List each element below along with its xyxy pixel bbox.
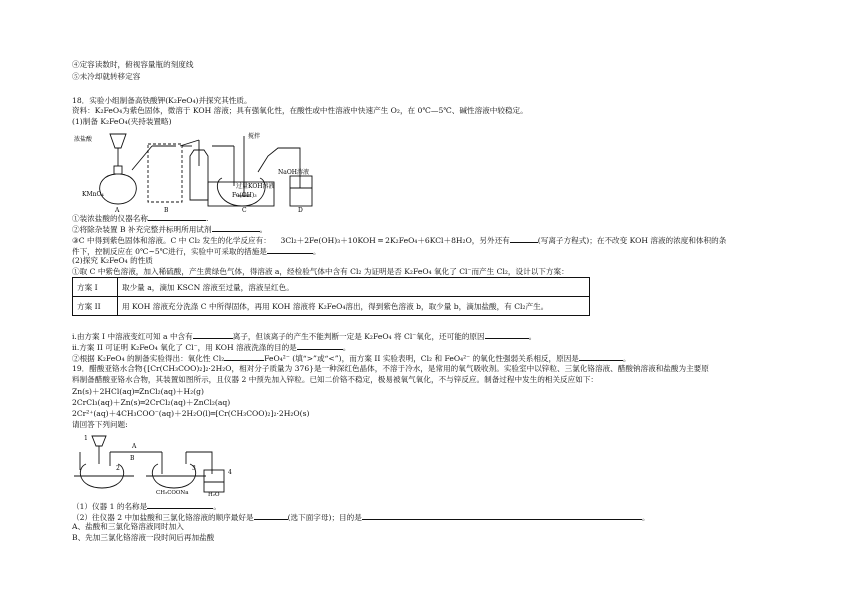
table-row xyxy=(73,278,590,297)
answer-blank[interactable] xyxy=(148,212,206,221)
label-d: D xyxy=(298,207,303,214)
answer-blank[interactable] xyxy=(510,234,538,243)
text-line: ①取 C 中紫色溶液，加入稀硫酸，产生黄绿色气体，得溶液 a，经检验气体中含有 Cl₂ 为证明是否 K₂FeO₄ 氧化了 Cl⁻而产生 Cl₂，设计以下方案： xyxy=(72,267,569,276)
text-line: （1）仪器 1 的名称是 。 xyxy=(72,502,221,511)
label-feoh3: Fe(OH)₃ xyxy=(232,192,257,199)
question-text: ②将除杂装置 B 补充完整并标明所用试剂 xyxy=(72,225,212,234)
text-line: ii.方案 II 可证明 K₂FeO₄ 氧化了 Cl⁻，用 KOH 溶液洗涤的目的是 。 xyxy=(72,343,351,352)
text-line: ②根据 K₂FeO₄ 的制备实验得出：氧化性 Cl₂ FeO₄²⁻ (填“>”或“<”)，而方案 II 实验表明，Cl₂ 和 FeO₄²⁻ 的氧化性强弱关系相反，原因是 。 xyxy=(72,354,631,363)
label-ch3coona: CH₃COONa xyxy=(156,490,189,496)
text-line: （2）往仪器 2 中加盐酸和三氯化铬溶液的顺序最好是 (选下面字母)；目的是 。 xyxy=(72,513,650,522)
label-koh: 过量KOH溶液 xyxy=(236,183,275,190)
apparatus-figure-19 xyxy=(72,430,247,496)
answer-blank[interactable] xyxy=(362,511,642,520)
label-c: C xyxy=(242,207,247,214)
answer-blank[interactable] xyxy=(193,330,233,339)
label-4: 4 xyxy=(228,469,232,476)
label-2: 2 xyxy=(116,465,120,472)
option-b: B、先加三氯化铬溶液一段时间后再加盐酸 xyxy=(72,533,215,542)
answer-blank[interactable] xyxy=(212,223,260,232)
equation: 2CrCl₃(aq)＋Zn(s)═2CrCl₂(aq)＋ZnCl₂(aq) xyxy=(72,398,231,407)
question-text: FeO₄²⁻ (填“>”或“<”)，而方案 II 实验表明，Cl₂ 和 FeO₄²⁻ 的氧化性强弱关系相反，原因是 xyxy=(264,354,579,363)
label-3: 3 xyxy=(192,465,196,472)
equation: 3Cl₂＋2Fe(OH)₃＋10KOH ═ 2K₂FeO₄＋6KCl＋8H₂O，另外还有 xyxy=(280,236,510,245)
table-row xyxy=(73,297,590,316)
label-a: A xyxy=(115,207,120,214)
answer-blank[interactable] xyxy=(224,352,264,361)
answer-blank[interactable] xyxy=(267,245,313,254)
label-1: 1 xyxy=(84,435,88,442)
table-cell: 取少量 a，滴加 KSCN 溶液至过量，溶液呈红色。 xyxy=(118,278,590,297)
answer-blank[interactable] xyxy=(579,352,623,361)
question-text: ①装浓盐酸的仪器名称 xyxy=(72,214,148,223)
answer-blank[interactable] xyxy=(485,330,529,339)
question-text: ii.方案 II 可证明 K₂FeO₄ 氧化了 Cl⁻，用 KOH 溶液洗涤的目的是 xyxy=(72,343,297,352)
question-text: （2）往仪器 2 中加盐酸和三氯化铬溶液的顺序最好是 xyxy=(72,513,254,522)
text-line: ⑤未冷却就转移定容 xyxy=(72,72,141,81)
question-text: 件下，控制反应在 0℃~5℃进行，实验中可采取的措施是 xyxy=(72,247,267,256)
text-line: 件下，控制反应在 0℃~5℃进行，实验中可采取的措施是 。 xyxy=(72,247,321,256)
text-line: ④定容读数时，俯视容量瓶的刻度线 xyxy=(72,60,194,69)
equation: 2Cr²⁺(aq)＋4CH₃COO⁻(aq)＋2H₂O(l)═[Cr(CH₃COO)₂]₂·2H₂O(s) xyxy=(72,409,310,418)
scheme-table xyxy=(72,277,590,316)
text-line: 料制备醋酸亚铬水合物，其装置如图所示，且仪器 2 中预先加入锌粒。已知二价铬不稳定，极易被氧气氧化，不与锌反应。制备过程中发生的相关反应如下： xyxy=(72,375,599,384)
label-a: A xyxy=(132,443,137,450)
equation: Zn(s)＋2HCl(aq)═ZnCl₂(aq)＋H₂(g) xyxy=(72,387,204,396)
table-cell: 用 KOH 溶液充分洗涤 C 中所得固体，再用 KOH 溶液将 K₂FeO₄溶出，得到紫色溶液 b，取少量 b，滴加盐酸，有 Cl₂产生。 xyxy=(118,297,590,316)
answer-blank[interactable] xyxy=(147,500,213,509)
part-heading: (2)探究 K₂FeO₄ 的性质 xyxy=(72,256,153,265)
question-text: (写离子方程式)；在不改变 KOH 溶液的浓度和体积的条 xyxy=(537,236,727,245)
question-text: (选下面字母)；目的是 xyxy=(287,513,362,522)
text-line: i.由方案 I 中溶液变红可知 a 中含有 离子，但该离子的产生不能判断一定是 K₂FeO₄ 将 Cl⁻氧化，还可能的原因 。 xyxy=(72,332,537,341)
text-line: ①装浓盐酸的仪器名称 . xyxy=(72,214,209,223)
label-conc-hcl: 浓盐酸 xyxy=(74,136,93,143)
label-h2o: H₂O xyxy=(208,492,220,496)
label-stir: 搅拌 xyxy=(248,133,261,140)
question-text: （1）仪器 1 的名称是 xyxy=(72,502,148,511)
apparatus-figure-18 xyxy=(72,126,322,214)
part-heading: (1)制备 K₂FeO₄(夹持装置略) xyxy=(72,117,172,126)
label-b: B xyxy=(130,455,135,462)
question-text: 离子，但该离子的产生不能判断一定是 K₂FeO₄ 将 Cl⁻氧化，还可能的原因 xyxy=(232,332,485,341)
text-line: 请回答下列问题: xyxy=(72,420,128,429)
table-cell: 方案 II xyxy=(73,297,118,316)
text-line: ②将除杂装置 B 补充完整并标明所用试剂 。 xyxy=(72,225,268,234)
label-b: B xyxy=(164,207,169,214)
option-a: A、盐酸和三氯化铬溶液同时加入 xyxy=(72,522,184,531)
label-kmno4: KMnO₄ xyxy=(82,191,104,198)
info-text: 资料：K₂FeO₄为紫色固体，微溶于 KOH 溶液；具有强氧化性，在酸性或中性溶液中快速产生 O₂，在 0℃—5℃、碱性溶液中较稳定。 xyxy=(72,106,528,115)
question-19-text: 19．醋酸亚铬水合物{[Cr(CH₃COO)₂]₂·2H₂O，相对分子质量为 376}是一种深红色晶体，不溶于冷水，是常用的氧气吸收剂。实验室中以锌粒、三氯化铬溶液、醋酸钠溶液和盐酸为主要原 xyxy=(72,364,709,373)
table-cell: 方案 I xyxy=(73,278,118,297)
question-text: ②根据 K₂FeO₄ 的制备实验得出：氧化性 Cl₂ xyxy=(72,354,225,363)
question-text: ③C 中得到紫色固体和溶液。C 中 Cl₂ 发生的化学反应有： xyxy=(72,236,271,245)
answer-blank[interactable] xyxy=(254,511,288,520)
question-18-title: 18．实验小组制备高铁酸钾(K₂FeO₄)并探究其性质。 xyxy=(72,96,252,105)
label-naoh: NaOH溶液 xyxy=(278,169,309,176)
question-text: i.由方案 I 中溶液变红可知 a 中含有 xyxy=(72,332,193,341)
answer-blank[interactable] xyxy=(297,341,343,350)
